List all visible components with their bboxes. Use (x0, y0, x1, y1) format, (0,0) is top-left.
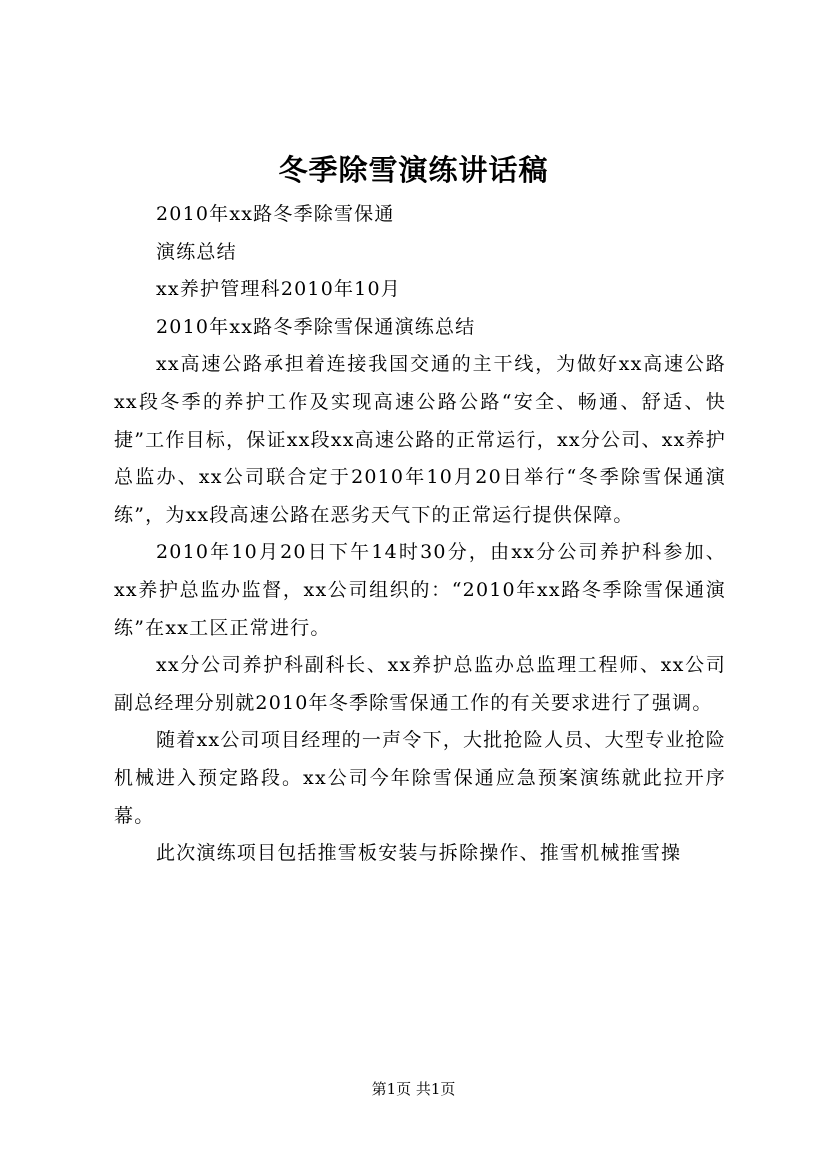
paragraph-heading: 2010年xx路冬季除雪保通演练总结 (156, 315, 476, 338)
paragraph-intro: xx高速公路承担着连接我国交通的主干线，为做好xx高速公路xx段冬季的养护工作及实现高速公路公路“安全、畅通、舒适、快捷”工作目标，保证xx段xx高速公路的正常运行，xx分公司、xx养护总监办、xx公司联合定于2010年10月20日举行“冬季除雪保通演练”，为xx段高速公路在恶劣天气下的正常运行提供保障。 (114, 353, 726, 526)
paragraph-requirements: xx分公司养护科副科长、xx养护总监办总监理工程师、xx公司副总经理分别就2010年冬季除雪保通工作的有关要求进行了强调。 (114, 654, 726, 714)
paragraph-start: 随着xx公司项目经理的一声令下，大批抢险人员、大型专业抢险机械进入预定路段。xx公司今年除雪保通应急预案演练就此拉开序幕。 (114, 729, 726, 827)
document-body (114, 196, 726, 873)
page-number-footer: 第1页 共1页 (371, 1080, 456, 1098)
document-title: 冬季除雪演练讲话稿 (278, 153, 549, 187)
paragraph-subtitle-line-2: 演练总结 (156, 240, 237, 263)
paragraph-author-date: xx养护管理科2010年10月 (156, 278, 401, 301)
paragraph-event-time: 2010年10月20日下午14时30分，由xx分公司养护科参加、xx养护总监办监督，xx公司组织的：“2010年xx路冬季除雪保通演练”在xx工区正常进行。 (114, 541, 726, 639)
paragraph-items: 此次演练项目包括推雪板安装与拆除操作、推雪机械推雪操 (156, 842, 682, 865)
paragraph-subtitle-line-1: 2010年xx路冬季除雪保通 (156, 203, 395, 225)
